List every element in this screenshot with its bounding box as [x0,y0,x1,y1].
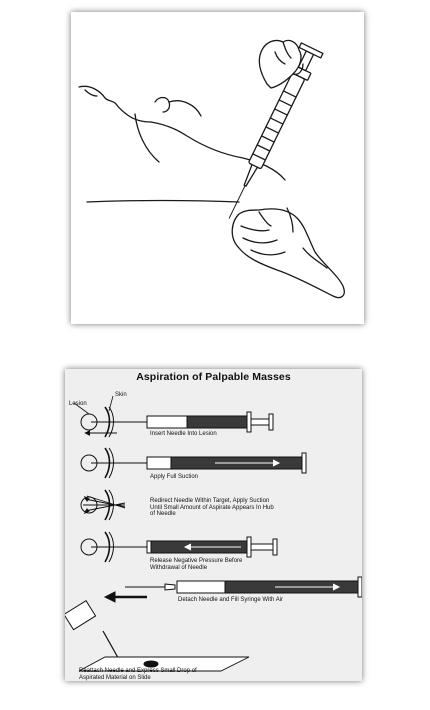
step-5-caption: Detach Needle and Fill Syringe With Air [178,597,284,603]
face-profile [79,86,151,122]
neck-aspiration-drawing [71,12,364,324]
diagram-title: Aspiration of Palpable Masses [136,371,291,383]
step-4-caption: Release Negative Pressure Before Withdrawal of Needle [150,558,243,571]
step-1-caption: Insert Needle Into Lesion [150,431,217,437]
skin-label: Skin [115,392,127,398]
step-2-caption: Apply Full Suction [150,474,199,480]
step-3-caption: Redirect Needle Within Target, Apply Suction Until Small Amount of Aspirate Appears In Hub of Needle [150,498,274,518]
step-3-redirect-needle [81,490,125,520]
lower-hand [232,209,344,298]
lesion-label: Lesion [69,401,87,407]
aspiration-steps-drawing [65,369,362,681]
step-6-caption: Reattach Needle and Express Small Drop of Aspirated Material on Slide [79,668,197,681]
step-6-express-on-slide [65,601,249,671]
aspiration-steps-diagram [65,369,362,681]
neck-aspiration-illustration [71,12,364,324]
